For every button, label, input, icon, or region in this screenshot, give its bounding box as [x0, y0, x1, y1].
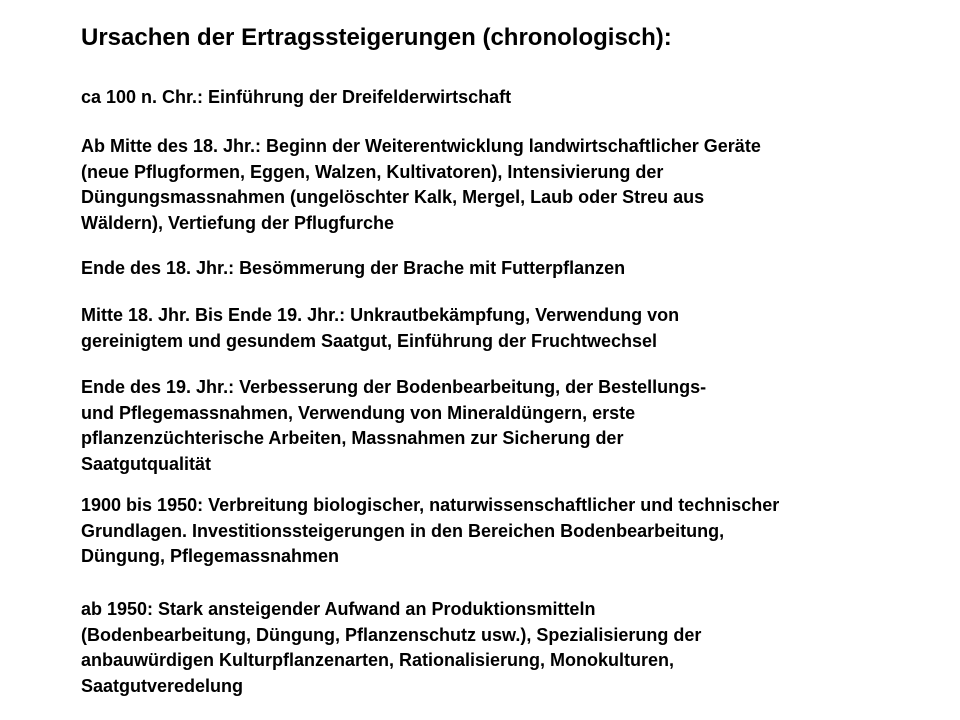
slide-title: Ursachen der Ertragssteigerungen (chronologisch):	[81, 24, 672, 51]
entry-line: gereinigtem und gesundem Saatgut, Einführung der Fruchtwechsel	[81, 330, 658, 351]
entry-line: 1900 bis 1950: Verbreitung biologischer, naturwissenschaftlicher und technischer	[81, 495, 780, 515]
entry-line: und Pflegemassnahmen, Verwendung von Mineraldüngern, erste	[81, 402, 636, 423]
entry-line: Ende des 18. Jhr.: Besömmerung der Brache mit Futterpflanzen	[81, 258, 626, 278]
entry-line: Saatgutveredelung	[81, 675, 244, 696]
entry-from-1950	[81, 597, 701, 699]
entry-line: ab 1950: Stark ansteigender Aufwand an Produktionsmitteln	[81, 599, 596, 619]
entry-line: Saatgutqualität	[81, 453, 212, 474]
entry-line: Düngungsmassnahmen (ungelöschter Kalk, Mergel, Laub oder Streu aus	[81, 187, 705, 207]
entry-end-18th-century	[81, 256, 625, 282]
entry-line: Mitte 18. Jhr. Bis Ende 19. Jhr.: Unkrautbekämpfung, Verwendung von	[81, 305, 680, 325]
entry-line: Ab Mitte des 18. Jhr.: Beginn der Weiterentwicklung landwirtschaftlicher Geräte	[81, 136, 761, 156]
entry-1900-1950	[81, 493, 779, 570]
entry-100-ad	[81, 85, 511, 111]
entry-line: Düngung, Pflegemassnahmen	[81, 546, 340, 566]
entry-line: (Bodenbearbeitung, Düngung, Pflanzenschutz usw.), Spezialisierung der	[81, 624, 702, 645]
entry-18th-to-19th-century	[81, 303, 679, 354]
entry-line: Ende des 19. Jhr.: Verbesserung der Bodenbearbeitung, der Bestellungs-	[81, 377, 707, 397]
entry-line: ca 100 n. Chr.: Einführung der Dreifelderwirtschaft	[81, 87, 512, 107]
entry-line: anbauwürdigen Kulturpflanzenarten, Rationalisierung, Monokulturen,	[81, 650, 675, 670]
entry-line: Grundlagen. Investitionssteigerungen in den Bereichen Bodenbearbeitung,	[81, 520, 725, 541]
entry-line: (neue Pflugformen, Eggen, Walzen, Kultivatoren), Intensivierung der	[81, 161, 664, 182]
entry-line: Wäldern), Vertiefung der Pflugfurche	[81, 212, 395, 233]
entry-line: pflanzenzüchterische Arbeiten, Massnahmen zur Sicherung der	[81, 428, 624, 448]
entry-end-19th-century	[81, 375, 706, 477]
entry-mid-18th-century	[81, 134, 761, 236]
